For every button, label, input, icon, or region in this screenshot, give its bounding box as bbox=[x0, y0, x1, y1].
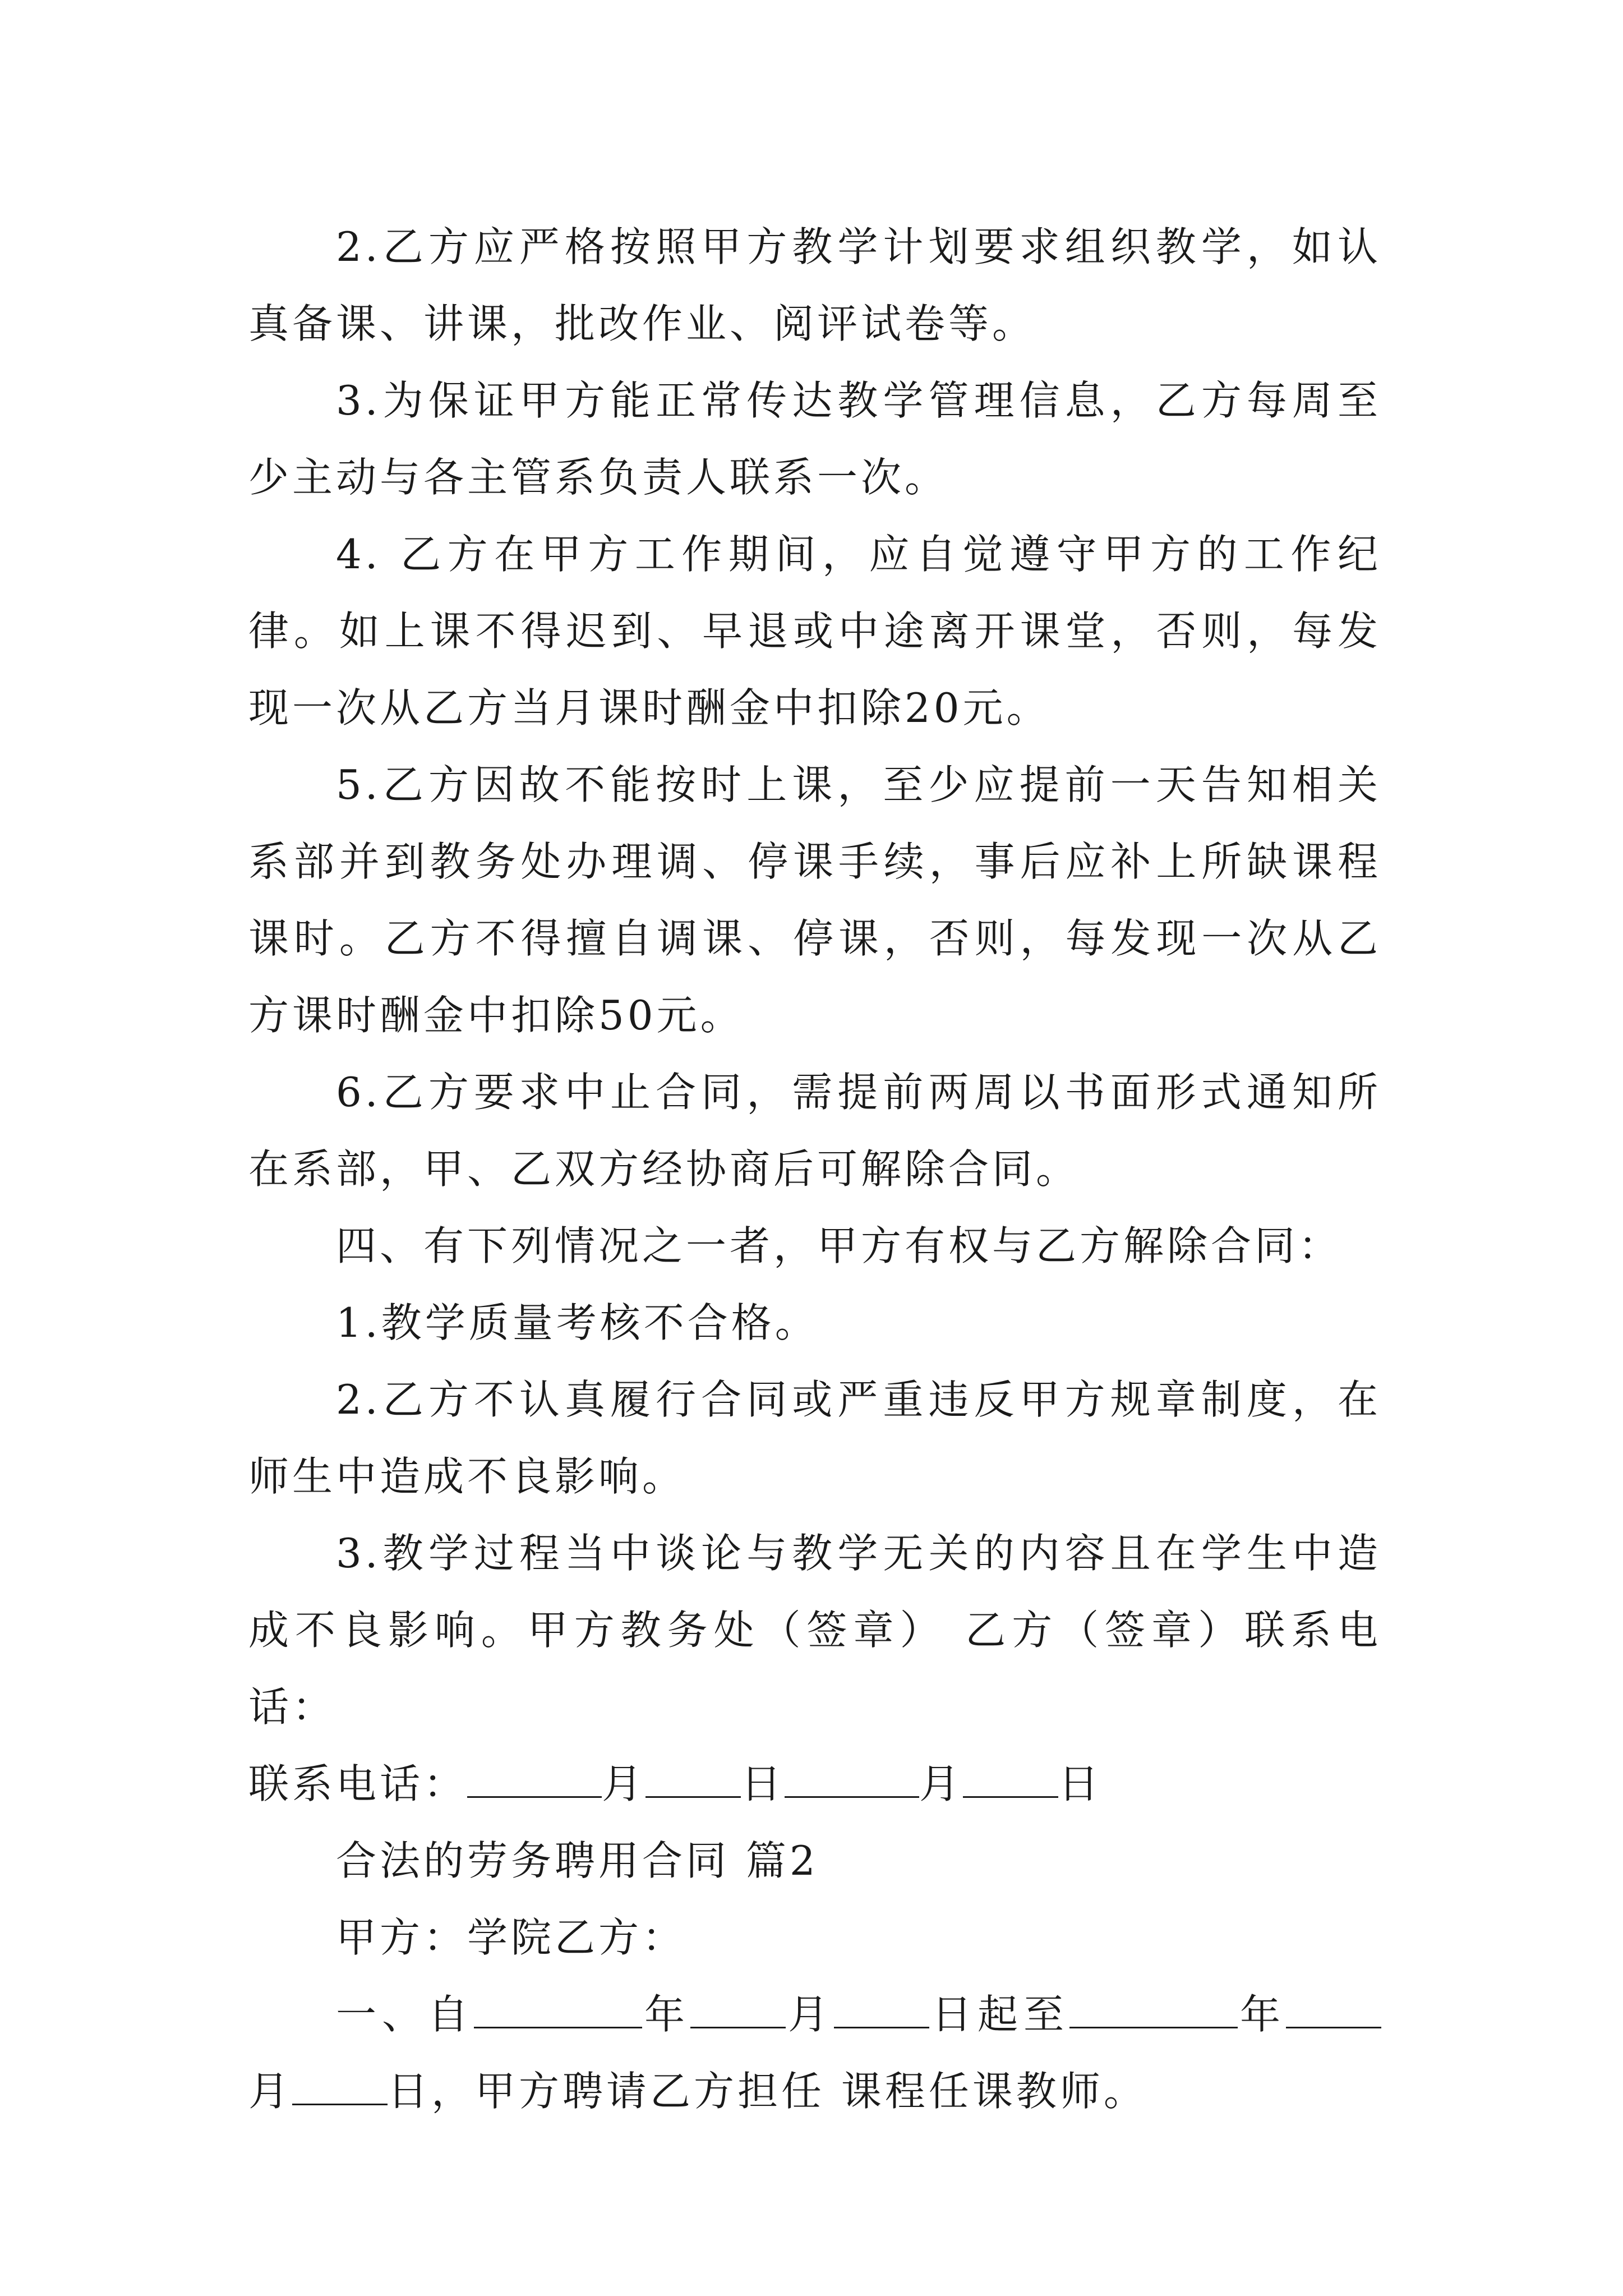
month-label: 月 bbox=[919, 1760, 963, 1807]
blank-field bbox=[292, 2064, 388, 2105]
term-suffix: 日，甲方聘请乙方担任 课程任课教师。 bbox=[388, 2068, 1147, 2115]
document-body bbox=[248, 209, 1381, 2130]
term-prefix: 一、自 bbox=[336, 1991, 474, 2038]
termination-item-1: 1.教学质量考核不合格。 bbox=[336, 1299, 819, 1346]
day-label: 日 bbox=[1058, 1760, 1103, 1807]
month-label: 月 bbox=[785, 1991, 834, 2038]
blank-field bbox=[834, 1987, 929, 2028]
blank-field bbox=[785, 1757, 919, 1798]
blank-field bbox=[690, 1987, 786, 2028]
parties-line: 甲方：学院乙方： bbox=[336, 1914, 686, 1961]
month-label: 月 bbox=[602, 1760, 646, 1807]
year-label: 年 bbox=[642, 1991, 690, 2038]
day-label: 日 bbox=[741, 1760, 785, 1807]
contact-phone-label: 联系电话： bbox=[248, 1760, 468, 1807]
blank-field bbox=[1069, 1987, 1238, 2028]
month-label: 月 bbox=[248, 2068, 293, 2115]
blank-field bbox=[963, 1757, 1058, 1798]
clause-3-paragraph: 3.为保证甲方能正常传达教学管理信息，乙方每周至少主动与各主管系负责人联系一次。 bbox=[248, 377, 1381, 501]
blank-field bbox=[474, 1987, 642, 2028]
blank-field bbox=[467, 1757, 602, 1798]
termination-item-3: 3.教学过程当中谈论与教学无关的内容且在学生中造成不良影响。甲方教务处（签章） 乙方（签章）联系电话： bbox=[248, 1530, 1381, 1731]
day-from-label: 日起至 bbox=[929, 1991, 1069, 2038]
blank-field bbox=[1286, 1987, 1381, 2028]
section-4-heading: 四、有下列情况之一者，甲方有权与乙方解除合同： bbox=[336, 1222, 1343, 1269]
section-title: 合法的劳务聘用合同 篇2 bbox=[336, 1837, 819, 1884]
termination-item-2: 2.乙方不认真履行合同或严重违反甲方规章制度，在师生中造成不良影响。 bbox=[248, 1376, 1381, 1500]
term-paragraph bbox=[248, 1976, 1381, 2130]
clause-6-paragraph: 6.乙方要求中止合同，需提前两周以书面形式通知所在系部，甲、乙双方经协商后可解除合同。 bbox=[248, 1069, 1381, 1193]
year-label: 年 bbox=[1237, 1991, 1286, 2038]
clause-5-paragraph: 5.乙方因故不能按时上课，至少应提前一天告知相关系部并到教务处办理调、停课手续，事后应补上所缺课程课时。乙方不得擅自调课、停课，否则，每发现一次从乙方课时酬金中扣除50元。 bbox=[248, 761, 1381, 1039]
signature-line bbox=[248, 1746, 1381, 1823]
blank-field bbox=[645, 1757, 741, 1798]
clause-2-paragraph: 2.乙方应严格按照甲方教学计划要求组织教学，如认真备课、讲课，批改作业、阅评试卷等。 bbox=[248, 223, 1381, 347]
clause-4-paragraph: 4. 乙方在甲方工作期间，应自觉遵守甲方的工作纪律。如上课不得迟到、早退或中途离开课堂，否则，每发现一次从乙方当月课时酬金中扣除20元。 bbox=[248, 531, 1381, 731]
